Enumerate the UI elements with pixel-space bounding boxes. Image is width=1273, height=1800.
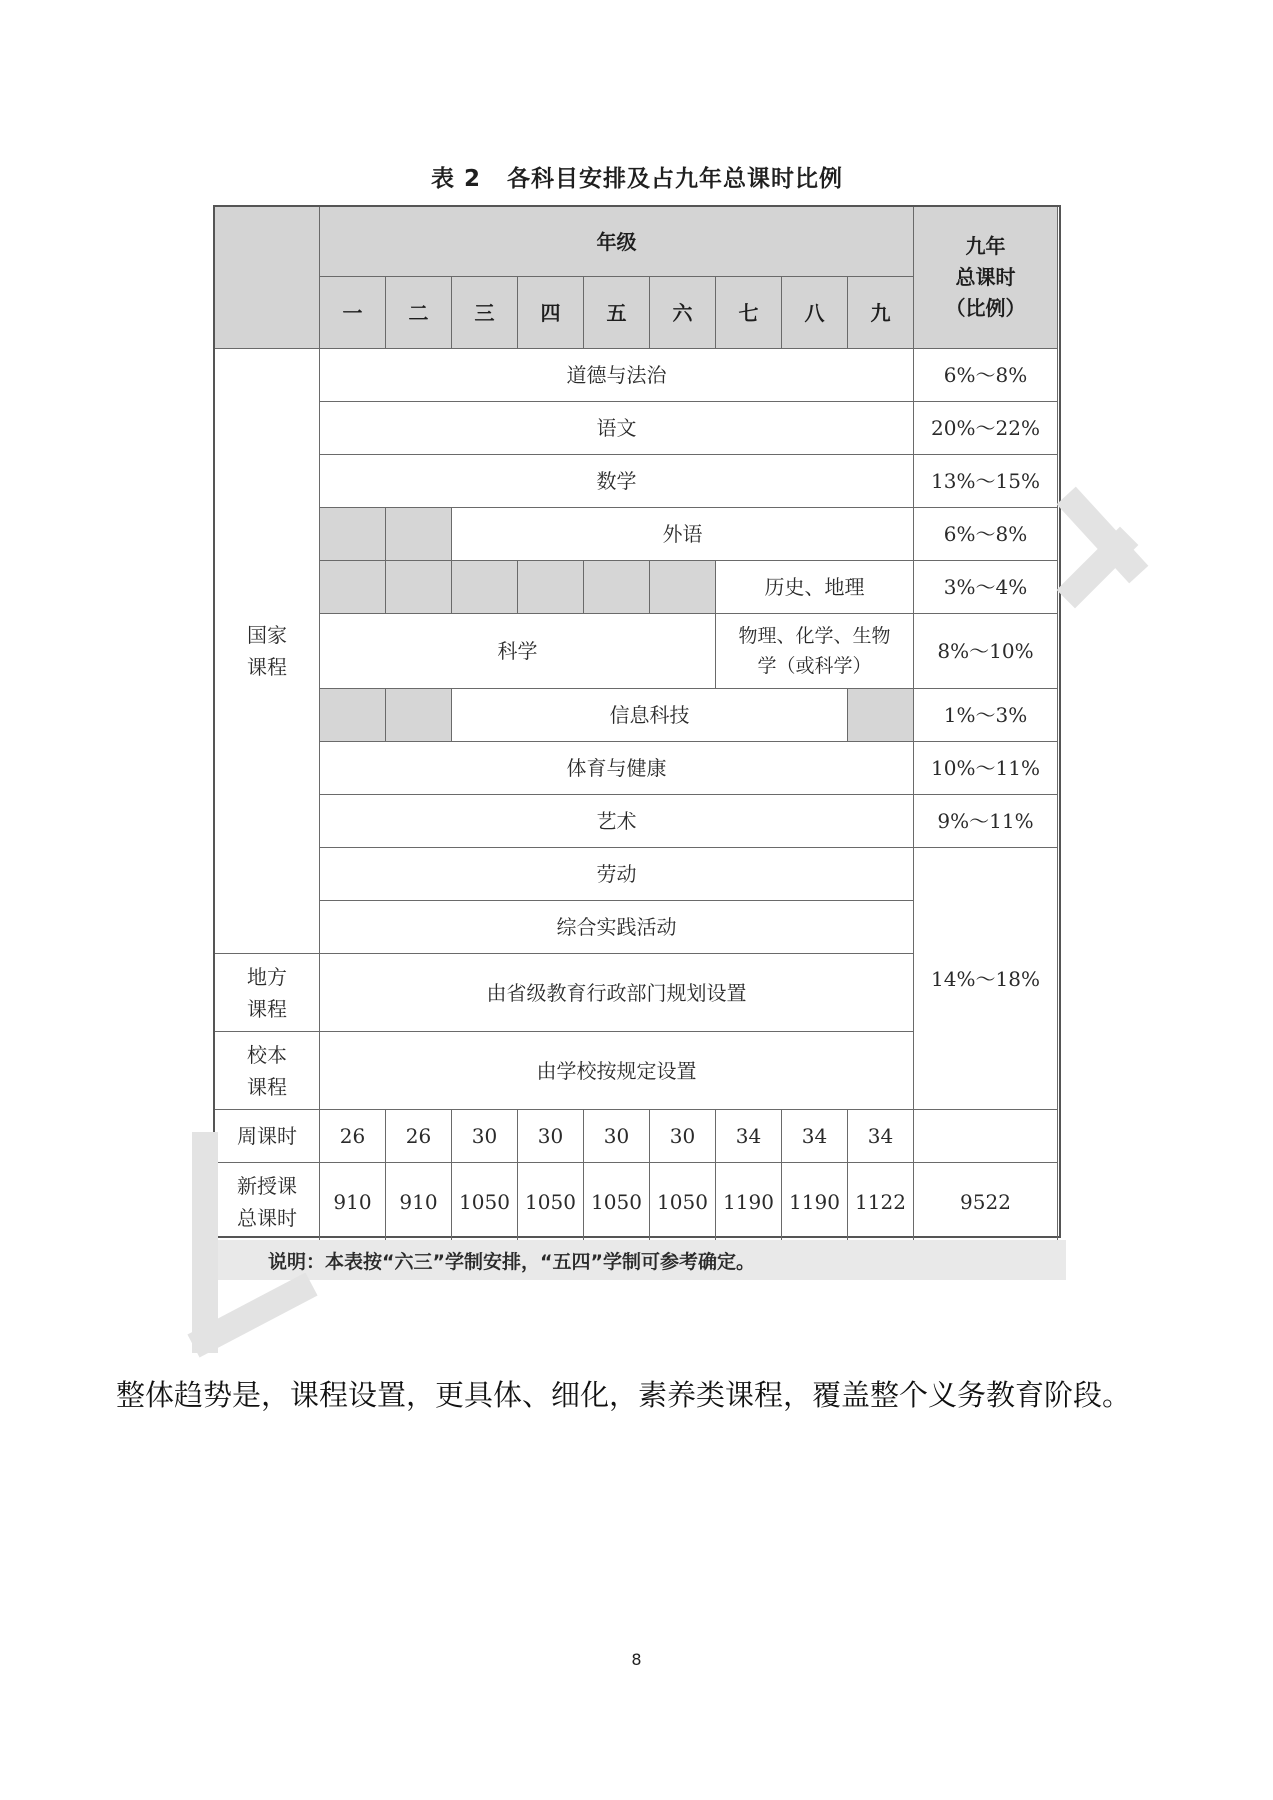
group-local-line2: 课程: [247, 996, 287, 1021]
ratio-history-geography: 3%～4%: [914, 561, 1058, 614]
total-grade-5: 1050: [584, 1163, 650, 1241]
table-number: 表 2: [430, 166, 481, 192]
total-grade-4: 1050: [518, 1163, 584, 1241]
shaded-cell: [386, 508, 452, 561]
header-total-ratio: [914, 207, 1058, 349]
header-total-line2: 总课时: [955, 265, 1016, 289]
header-corner: [215, 207, 320, 349]
header-total-line3: （比例）: [945, 296, 1026, 320]
subject-pcb-line1: 物理、化学、生物: [738, 624, 891, 647]
shaded-cell: [650, 561, 716, 614]
curriculum-table: [213, 205, 1061, 1238]
subject-school: 由学校按规定设置: [320, 1032, 914, 1110]
total-grade-9: 1122: [848, 1163, 914, 1241]
shaded-cell: [584, 561, 650, 614]
weekly-grade-4: 30: [518, 1110, 584, 1163]
weekly-grade-8: 34: [782, 1110, 848, 1163]
header-grade-2: 二: [386, 277, 452, 349]
subject-info-tech: 信息科技: [452, 689, 848, 742]
ratio-pe: 10%～11%: [914, 742, 1058, 795]
ratio-foreign: 6%～8%: [914, 508, 1058, 561]
weekly-label: 周课时: [215, 1110, 320, 1163]
subject-history-geography: 历史、地理: [716, 561, 914, 614]
weekly-grade-1: 26: [320, 1110, 386, 1163]
header-grade: 年级: [320, 207, 914, 277]
shaded-cell: [452, 561, 518, 614]
weekly-grade-2: 26: [386, 1110, 452, 1163]
subject-science: 科学: [320, 614, 716, 689]
total-grade-3: 1050: [452, 1163, 518, 1241]
body-paragraph: 整体趋势是，课程设置，更具体、细化，素养类课程，覆盖整个义务教育阶段。: [116, 1378, 1132, 1412]
total-grade-1: 910: [320, 1163, 386, 1241]
total-label-line2: 总课时: [237, 1205, 297, 1230]
group-school-line2: 课程: [247, 1074, 287, 1099]
subject-foreign: 外语: [452, 508, 914, 561]
table-title-text: 各科目安排及占九年总课时比例: [507, 166, 843, 192]
weekly-grade-6: 30: [650, 1110, 716, 1163]
header-grade-8: 八: [782, 277, 848, 349]
weekly-grade-9: 34: [848, 1110, 914, 1163]
page-number: 8: [631, 1650, 642, 1669]
shaded-cell: [518, 561, 584, 614]
ratio-info-tech: 1%～3%: [914, 689, 1058, 742]
ratio-art: 9%～11%: [914, 795, 1058, 848]
header-grade-7: 七: [716, 277, 782, 349]
weekly-total-empty: [914, 1110, 1058, 1163]
subject-art: 艺术: [320, 795, 914, 848]
scanned-table-image: [208, 150, 1066, 1285]
header-total-line1: 九年: [965, 234, 1006, 258]
total-label-line1: 新授课: [237, 1173, 297, 1198]
header-grade-3: 三: [452, 277, 518, 349]
ratio-morality: 6%～8%: [914, 349, 1058, 402]
header-grade-5: 五: [584, 277, 650, 349]
subject-pcb-line2: 学（或科学）: [757, 655, 872, 677]
subject-math: 数学: [320, 455, 914, 508]
weekly-grade-7: 34: [716, 1110, 782, 1163]
total-grade-8: 1190: [782, 1163, 848, 1241]
subject-local: 由省级教育行政部门规划设置: [320, 954, 914, 1032]
shaded-cell: [848, 689, 914, 742]
header-grade-1: 一: [320, 277, 386, 349]
group-national: [215, 349, 320, 954]
weekly-grade-3: 30: [452, 1110, 518, 1163]
group-local-line1: 地方: [247, 964, 287, 989]
subject-morality: 道德与法治: [320, 349, 914, 402]
ratio-chinese: 20%～22%: [914, 402, 1058, 455]
total-label: [215, 1163, 320, 1241]
table-title: [208, 160, 1066, 193]
shaded-cell: [386, 689, 452, 742]
group-local: [215, 954, 320, 1032]
group-school: [215, 1032, 320, 1110]
shaded-cell: [386, 561, 452, 614]
weekly-grade-5: 30: [584, 1110, 650, 1163]
group-school-line1: 校本: [247, 1042, 287, 1067]
total-grade-6: 1050: [650, 1163, 716, 1241]
total-grade-7: 1190: [716, 1163, 782, 1241]
subject-physics-chemistry-biology: [716, 614, 914, 689]
subject-labor: 劳动: [320, 848, 914, 901]
subject-chinese: 语文: [320, 402, 914, 455]
table-note: 说明：本表按“六三”学制安排，“五四”学制可参考确定。: [208, 1240, 1066, 1280]
group-national-line1: 国家: [247, 623, 287, 647]
subject-practice: 综合实践活动: [320, 901, 914, 954]
subject-pe: 体育与健康: [320, 742, 914, 795]
ratio-math: 13%～15%: [914, 455, 1058, 508]
grand-total: 9522: [914, 1163, 1058, 1241]
ratio-combined: 14%～18%: [914, 848, 1058, 1110]
shaded-cell: [320, 508, 386, 561]
shaded-cell: [320, 561, 386, 614]
header-grade-9: 九: [848, 277, 914, 349]
header-grade-4: 四: [518, 277, 584, 349]
ratio-science: 8%～10%: [914, 614, 1058, 689]
header-grade-6: 六: [650, 277, 716, 349]
group-national-line2: 课程: [247, 655, 287, 679]
total-grade-2: 910: [386, 1163, 452, 1241]
shaded-cell: [320, 689, 386, 742]
